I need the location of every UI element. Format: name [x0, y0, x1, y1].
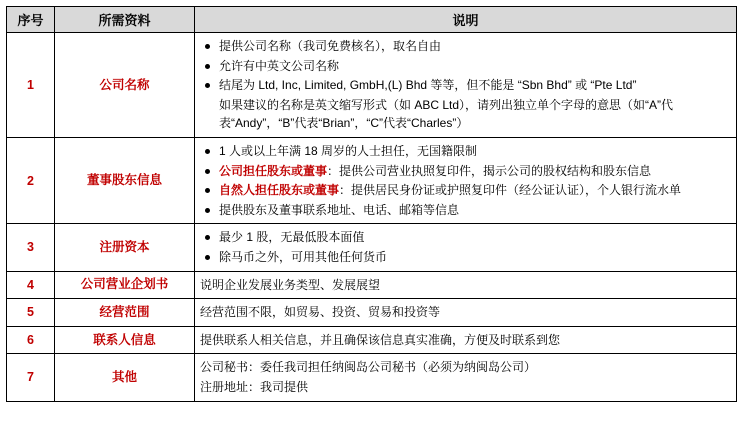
row-description — [195, 137, 737, 223]
description-text: 公司秘书：委任我司担任纳闽岛公司秘书（必须为纳闽岛公司） — [200, 360, 537, 375]
table-row — [7, 326, 737, 354]
row-description — [195, 224, 737, 271]
row-number: 3 — [7, 224, 55, 271]
requirements-table — [6, 6, 737, 402]
row-number: 4 — [7, 271, 55, 299]
table-row — [7, 271, 737, 299]
row-item-name: 注册资本 — [55, 224, 195, 271]
description-list-item: 1 人或以上年满 18 周岁的人士担任，无国籍限制 — [217, 142, 731, 161]
description-list — [200, 37, 731, 133]
description-list — [200, 228, 731, 266]
row-number: 1 — [7, 33, 55, 138]
row-description — [195, 326, 737, 354]
description-text: 说明企业发展业务类型、发展展望 — [200, 277, 381, 292]
table-row — [7, 299, 737, 327]
description-text: ：提供公司营业执照复印件，揭示公司的股权结构和股东信息 — [327, 163, 652, 178]
description-list-item — [217, 162, 731, 181]
row-number: 2 — [7, 137, 55, 223]
row-item-name: 公司名称 — [55, 33, 195, 138]
row-number: 5 — [7, 299, 55, 327]
row-description — [195, 299, 737, 327]
table-header — [7, 7, 737, 33]
row-item-name: 经营范围 — [55, 299, 195, 327]
emphasis-text: 公司担任股东或董事 — [219, 163, 328, 178]
description-text: ：提供居民身份证或护照复印件（经公证认证），个人银行流水单 — [339, 183, 682, 198]
description-list-item: 如果建议的名称是英文缩写形式（如 ABC Ltd），请列出独立单个字母的意思（如“A”代表“Andy”，“B”代表“Brian”，“C”代表“Charles”） — [219, 97, 674, 131]
row-description — [195, 33, 737, 138]
column-header-item: 所需资料 — [55, 7, 195, 33]
emphasis-text: 自然人担任股东或董事 — [219, 183, 340, 198]
column-header-desc: 说明 — [195, 7, 737, 33]
description-list-item: 除马币之外，可用其他任何货币 — [217, 248, 731, 267]
row-item-name: 其他 — [55, 354, 195, 401]
row-item-name: 董事股东信息 — [55, 137, 195, 223]
row-item-name: 公司营业企划书 — [55, 271, 195, 299]
description-text: 经营范围不限，如贸易、投资、贸易和投资等 — [200, 305, 441, 320]
table-row — [7, 137, 737, 223]
description-list-item: 提供股东及董事联系地址、电话、邮箱等信息 — [217, 201, 731, 220]
description-text: 提供联系人相关信息，并且确保该信息真实准确，方便及时联系到您 — [200, 332, 561, 347]
table-row — [7, 33, 737, 138]
row-description — [195, 354, 737, 401]
description-list-item: 提供公司名称（我司免费核名），取名自由 — [217, 37, 731, 56]
table-body — [7, 33, 737, 402]
column-header-no: 序号 — [7, 7, 55, 33]
description-list-item: 允许有中英文公司名称 — [217, 57, 731, 76]
row-item-name: 联系人信息 — [55, 326, 195, 354]
description-list-item — [217, 181, 731, 200]
row-description — [195, 271, 737, 299]
description-list — [200, 142, 731, 219]
description-list-item: 结尾为 Ltd, Inc, Limited, GmbH,(L) Bhd 等等，但不能是 “Sbn Bhd” 或 “Pte Ltd” — [217, 76, 731, 95]
description-list-item: 最少 1 股，无最低股本面值 — [217, 228, 731, 247]
table-row — [7, 224, 737, 271]
row-number: 6 — [7, 326, 55, 354]
table-row — [7, 354, 737, 401]
table-header-row — [7, 7, 737, 33]
row-number: 7 — [7, 354, 55, 401]
description-text: 注册地址：我司提供 — [200, 379, 309, 394]
